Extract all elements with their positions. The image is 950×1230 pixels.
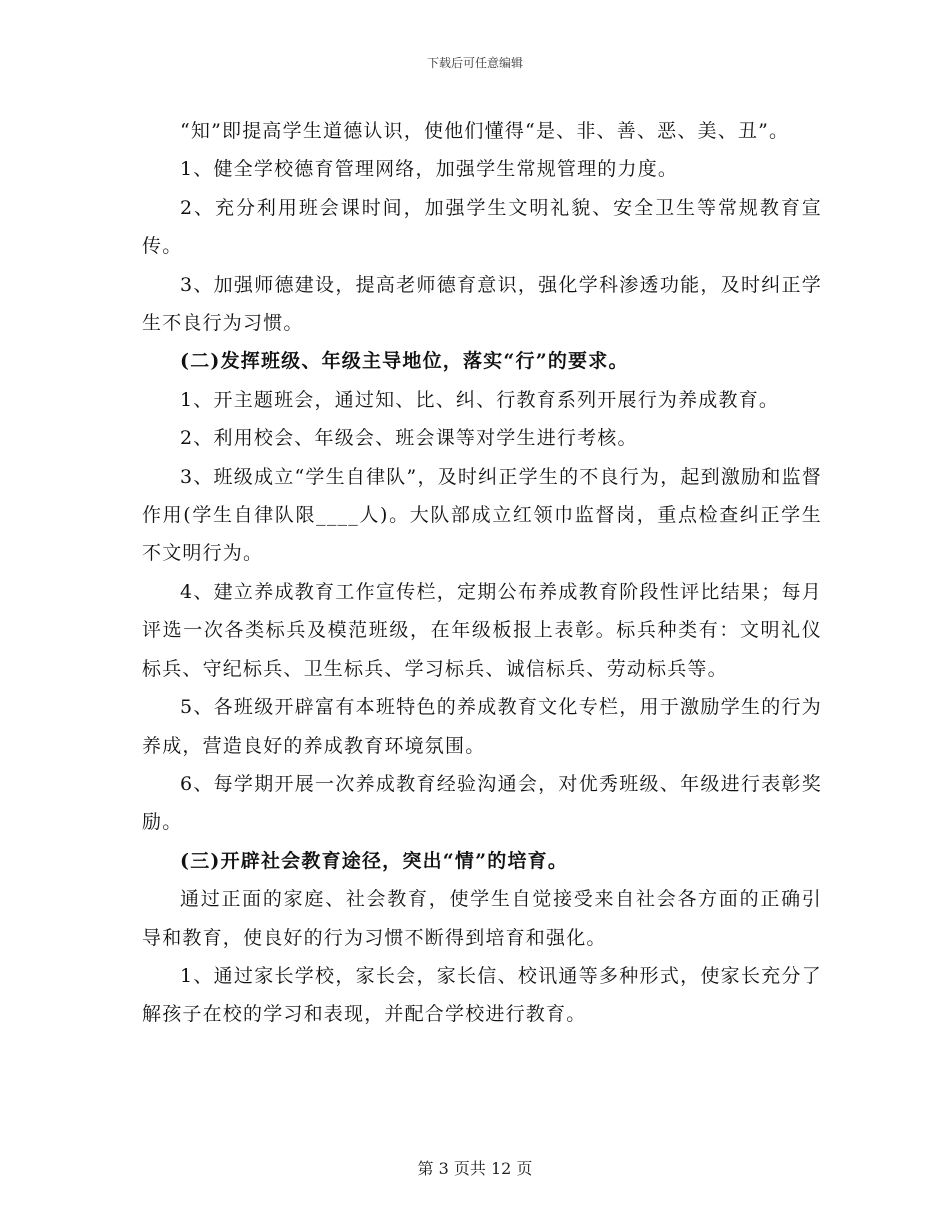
paragraph-item-1: 1、开主题班会，通过知、比、纠、行教育系列开展行为养成教育。 (180, 388, 780, 411)
document-body (142, 112, 822, 1034)
paragraph-item-2: 2、利用校会、年级会、班会课等对学生进行考核。 (180, 427, 638, 450)
paragraph-item-5: 5、各班级开辟富有本班特色的养成教育文化专栏，用于激励学生的行为养成，营造良好的养成教育环境氛围。 (142, 696, 822, 757)
paragraph-item-4: 4、建立养成教育工作宣传栏，定期公布养成教育阶段性评比结果；每月评选一次各类标兵及模范班级，在年级板报上表彰。标兵种类有：文明礼仪标兵、守纪标兵、卫生标兵、学习标兵、诚信标兵、劳动标兵等。 (142, 580, 822, 680)
paragraph-item-2: 2、充分利用班会课时间，加强学生文明礼貌、安全卫生等常规教育宣传。 (142, 196, 822, 258)
paragraph-item-1: 1、健全学校德育管理网络，加强学生常规管理的力度。 (180, 158, 679, 181)
paragraph-item-3: 3、班级成立“学生自律队”，及时纠正学生的不良行为，起到激励和监督作用(学生自律队限____人)。大队部成立红领巾监督岗，重点检查纠正学生不文明行为。 (142, 465, 822, 565)
paragraph-item-3: 3、加强师德建设，提高老师德育意识，强化学科渗透功能，及时纠正学生不良行为习惯。 (142, 273, 822, 335)
section-heading-3: (三)开辟社会教育途径，突出“情”的培育。 (180, 849, 569, 872)
paragraph-intro: 通过正面的家庭、社会教育，使学生自觉接受来自社会各方面的正确引导和教育，使良好的行为习惯不断得到培育和强化。 (142, 888, 822, 949)
page-number: 第 3 页共 12 页 (417, 1159, 533, 1178)
page-header: 下载后可任意编辑 (426, 56, 523, 70)
section-heading-2: (二)发挥班级、年级主导地位，落实“行”的要求。 (180, 350, 629, 373)
paragraph-zhi-definition: “知”即提高学生道德认识，使他们懂得“是、非、善、恶、美、丑”。 (180, 120, 790, 142)
paragraph-item-1: 1、通过家长学校，家长会，家长信、校讯通等多种形式，使家长充分了解孩子在校的学习和表现，并配合学校进行教育。 (142, 964, 822, 1026)
paragraph-item-6: 6、每学期开展一次养成教育经验沟通会，对优秀班级、年级进行表彰奖励。 (142, 772, 822, 834)
